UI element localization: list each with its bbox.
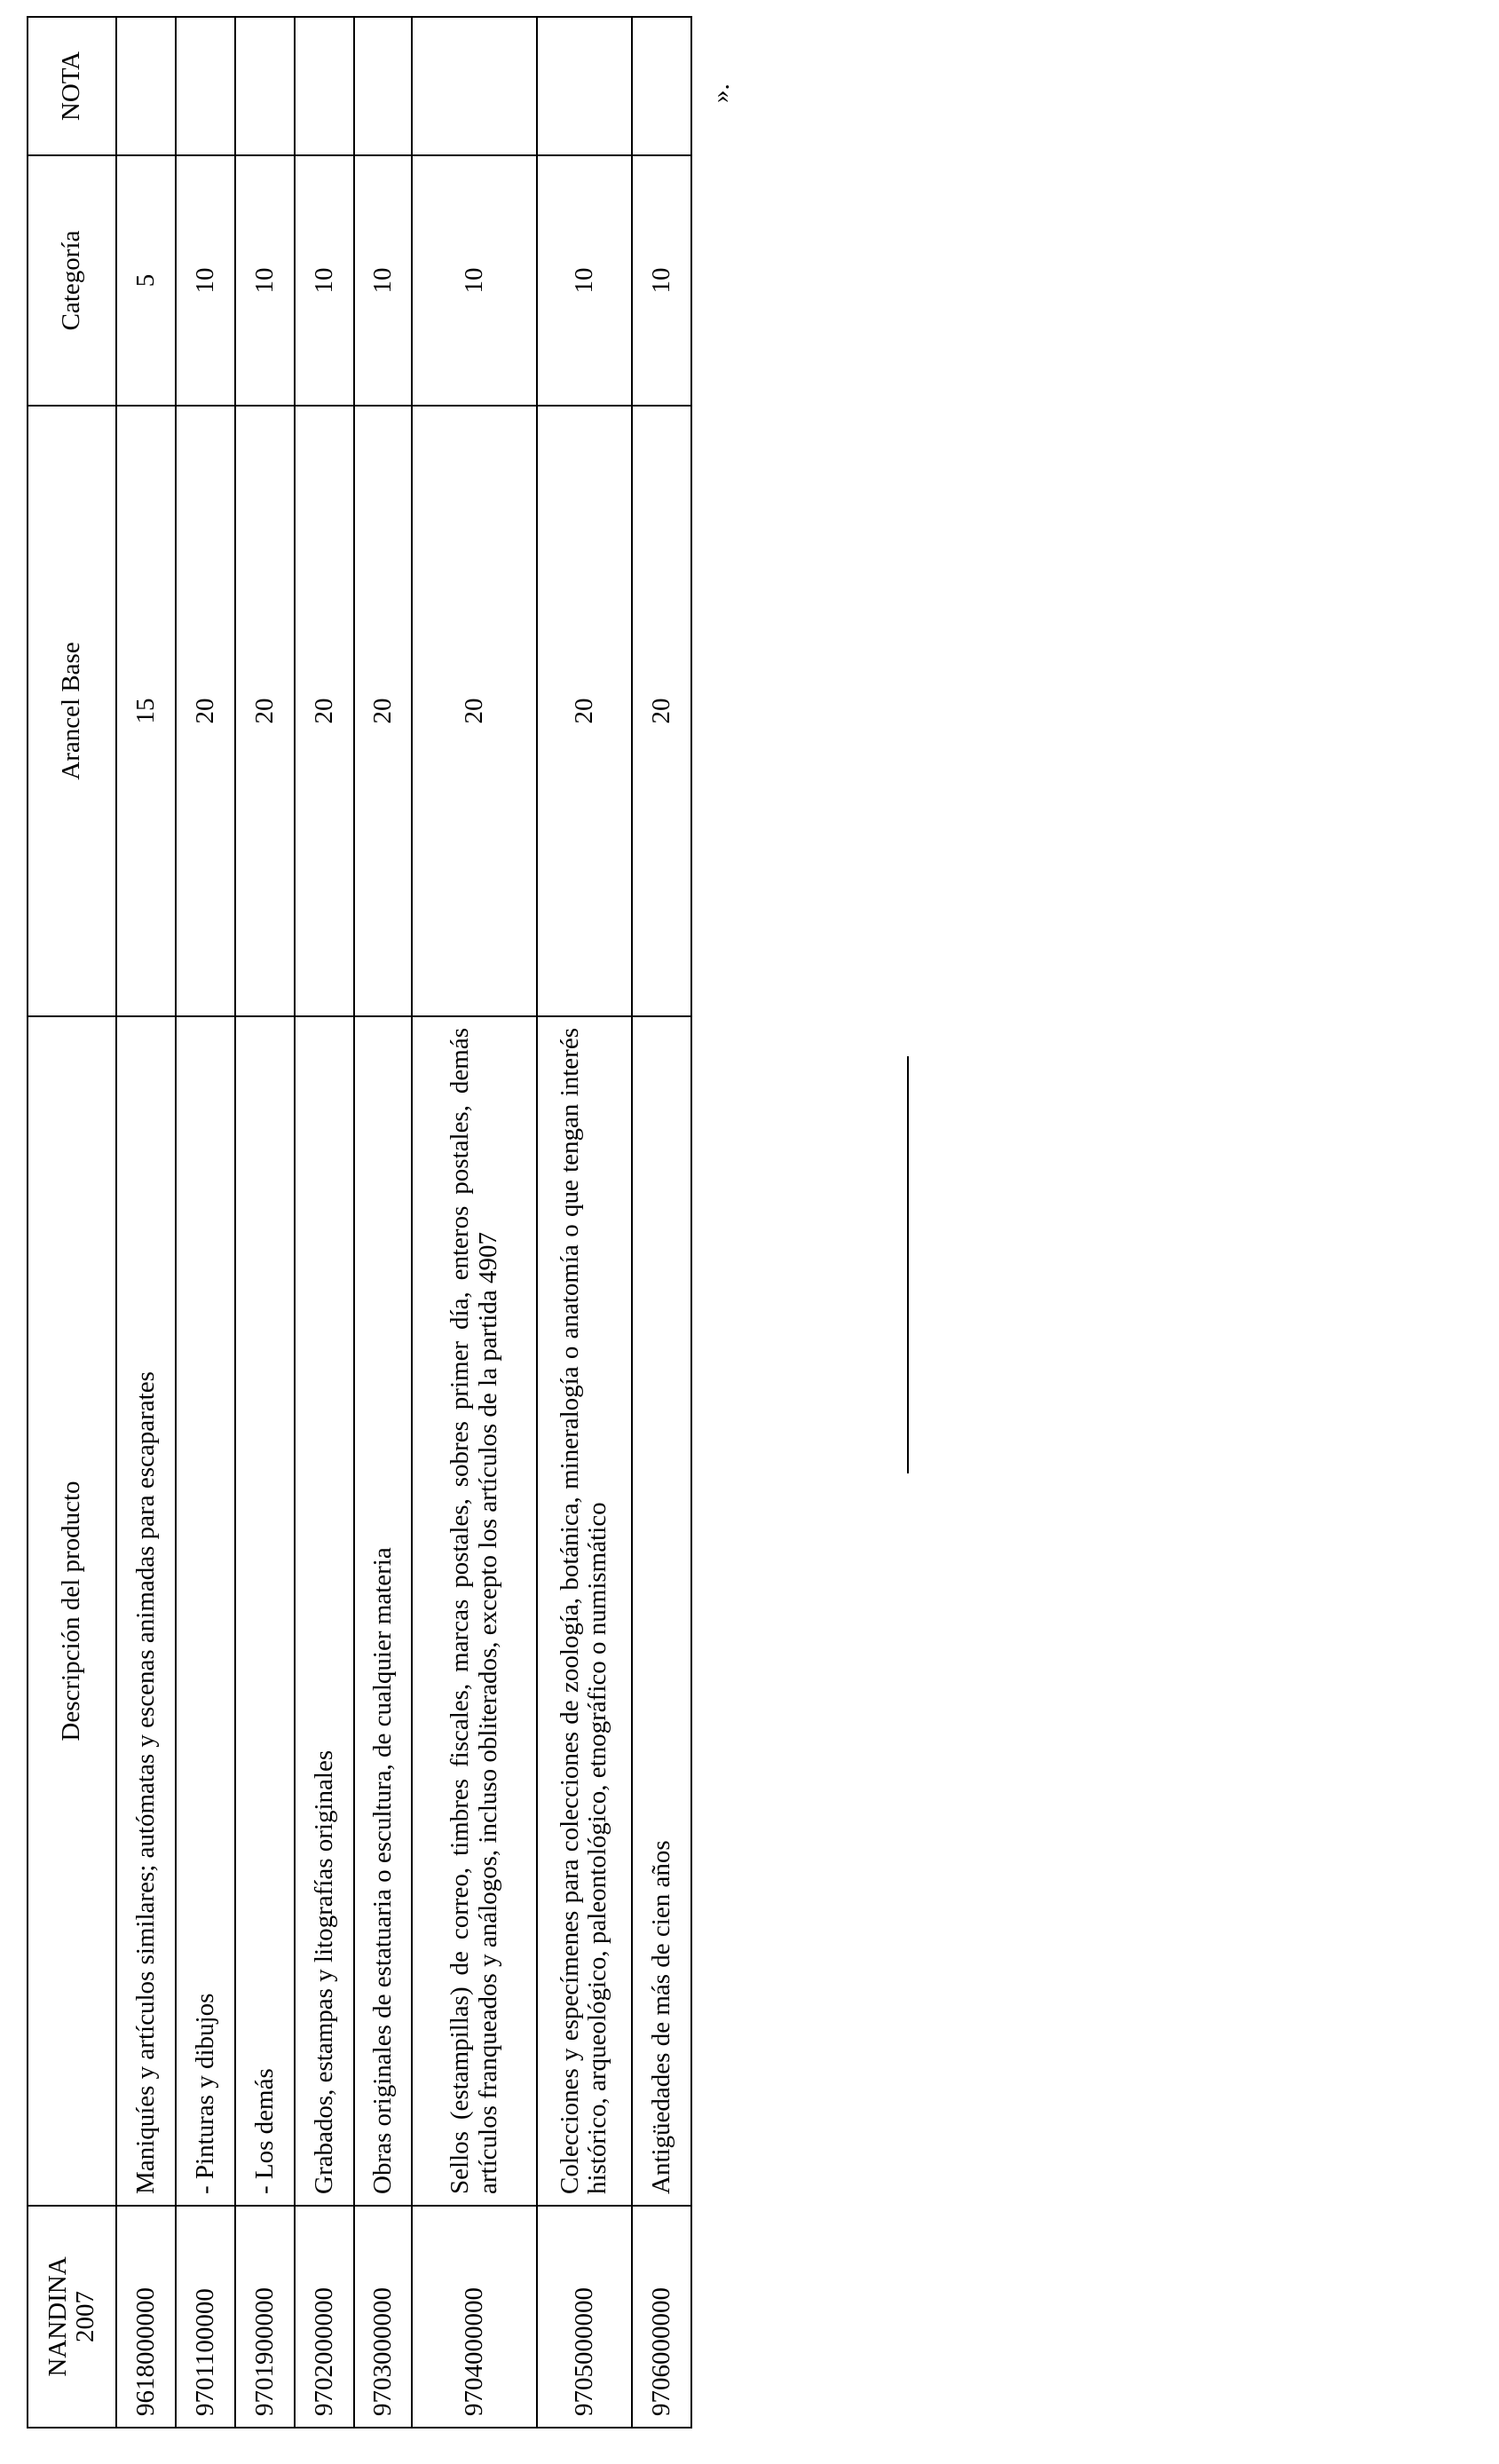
row-note xyxy=(537,17,632,155)
header-note: NOTA xyxy=(28,17,116,155)
row-note xyxy=(295,17,354,155)
row-description: Maniquíes y artículos similares; autómatas y escenas animadas para escaparates xyxy=(116,1016,176,2206)
row-category: 10 xyxy=(537,155,632,406)
row-note xyxy=(116,17,176,155)
row-base-tariff: 20 xyxy=(235,406,295,1016)
row-description: - Pinturas y dibujos xyxy=(176,1016,235,2206)
table-header-row xyxy=(28,17,116,2428)
row-note xyxy=(176,17,235,155)
header-code-line2: 2007 xyxy=(71,2291,99,2342)
row-base-tariff: 20 xyxy=(632,406,691,1016)
row-code: 9703000000 xyxy=(354,2206,412,2428)
row-category: 10 xyxy=(412,155,537,406)
row-description: Antigüedades de más de cien años xyxy=(632,1016,691,2206)
row-category: 10 xyxy=(632,155,691,406)
row-description: Obras originales de estatuaria o escultura, de cualquier materia xyxy=(354,1016,412,2206)
row-base-tariff: 15 xyxy=(116,406,176,1016)
row-base-tariff: 20 xyxy=(176,406,235,1016)
header-base-tariff: Arancel Base xyxy=(28,406,116,1016)
table-row xyxy=(632,17,691,2428)
row-code: 9701100000 xyxy=(176,2206,235,2428)
row-code: 9618000000 xyxy=(116,2206,176,2428)
table-row xyxy=(235,17,295,2428)
row-base-tariff: 20 xyxy=(412,406,537,1016)
row-base-tariff: 20 xyxy=(354,406,412,1016)
row-code: 9701900000 xyxy=(235,2206,295,2428)
header-description: Descripción del producto xyxy=(28,1016,116,2206)
row-description: Colecciones y especímenes para colecciones de zoología, botánica, mineralogía o anatomía o que tengan interés histórico, arqueológico, paleontológico, etnográfico o numismático xyxy=(537,1016,632,2206)
row-description: Grabados, estampas y litografías originales xyxy=(295,1016,354,2206)
row-category: 10 xyxy=(354,155,412,406)
footnote-divider-line xyxy=(907,1056,909,1473)
rotated-table-container xyxy=(27,18,692,2428)
row-base-tariff: 20 xyxy=(537,406,632,1016)
row-note xyxy=(632,17,691,155)
row-code: 9702000000 xyxy=(295,2206,354,2428)
table-row xyxy=(116,17,176,2428)
row-category: 10 xyxy=(176,155,235,406)
row-code: 9706000000 xyxy=(632,2206,691,2428)
table-row xyxy=(537,17,632,2428)
row-code: 9704000000 xyxy=(412,2206,537,2428)
tariff-table xyxy=(27,16,692,2428)
row-code: 9705000000 xyxy=(537,2206,632,2428)
row-note xyxy=(354,17,412,155)
row-description: - Los demás xyxy=(235,1016,295,2206)
header-category: Categoría xyxy=(28,155,116,406)
table-row xyxy=(412,17,537,2428)
row-category: 10 xyxy=(235,155,295,406)
table-row xyxy=(354,17,412,2428)
row-category: 5 xyxy=(116,155,176,406)
row-category: 10 xyxy=(295,155,354,406)
row-note xyxy=(235,17,295,155)
closing-quote-mark: ». xyxy=(706,83,735,103)
table-row xyxy=(295,17,354,2428)
row-description: Sellos (estampillas) de correo, timbres fiscales, marcas postales, sobres primer día, enteros postales, demás artículos franqueados y análogos, incluso obliterados, excepto los artículos de la partida 4907 xyxy=(412,1016,537,2206)
header-code xyxy=(28,2206,116,2428)
header-code-line1: NANDINA xyxy=(43,2256,72,2377)
row-base-tariff: 20 xyxy=(295,406,354,1016)
table-row xyxy=(176,17,235,2428)
row-note xyxy=(412,17,537,155)
